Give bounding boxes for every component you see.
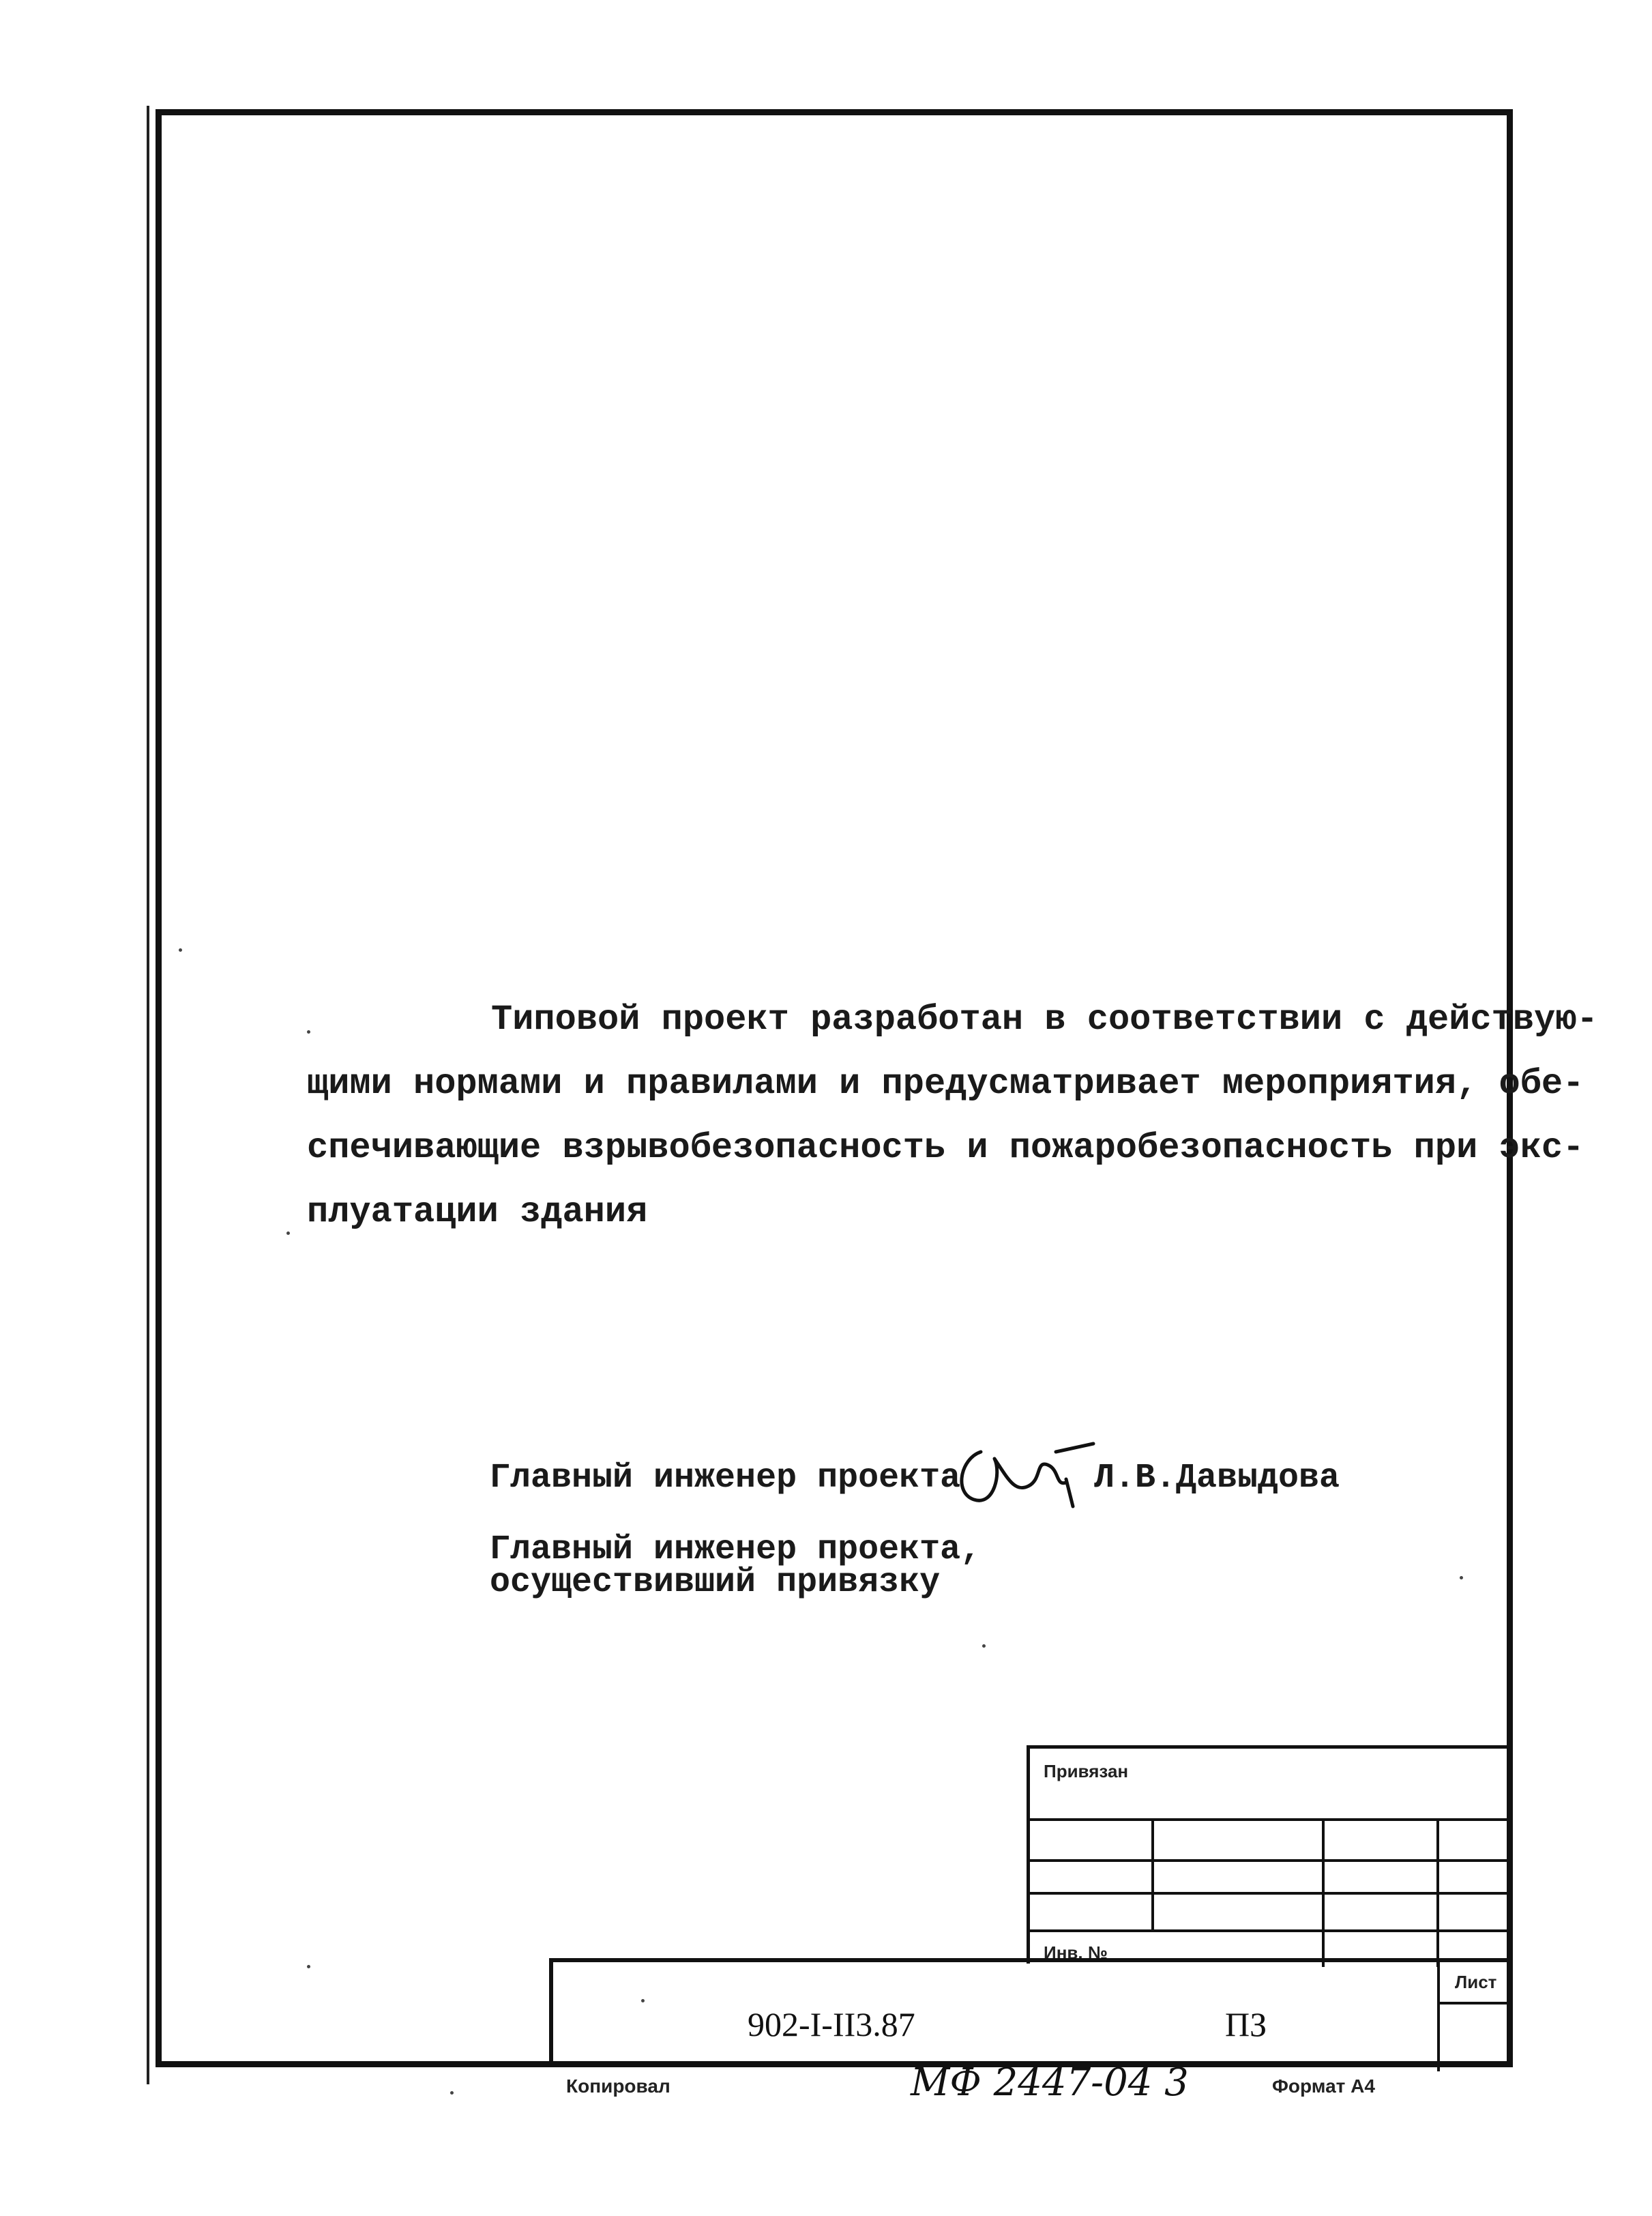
scan-speck [1460, 1576, 1463, 1579]
body-line: щими нормами и правилами и предусматривает мероприятия, обе- [307, 1064, 1584, 1104]
inventory-label: Инв. № [1044, 1942, 1108, 1963]
chief-engineer-label: Главный инженер проекта [490, 1459, 961, 1498]
scan-speck [307, 1030, 310, 1034]
body-line: плуатации здания [307, 1192, 648, 1232]
scan-speck [450, 2091, 454, 2095]
title-block [549, 1958, 1511, 2067]
table-rule [1437, 2002, 1512, 2004]
body-paragraph [307, 988, 1598, 1244]
table-rule [1436, 1818, 1439, 1967]
format-label: Формат А4 [1272, 2075, 1375, 2097]
sheet-label: Лист [1455, 1972, 1497, 1992]
binding-engineer-line: Главный инженер проекта, [490, 1530, 982, 1569]
document-section: ПЗ [1225, 2005, 1267, 2043]
scan-speck [641, 1999, 645, 2002]
binding-stamp-table [1027, 1745, 1511, 1964]
table-rule [1322, 1818, 1325, 1967]
scan-speck [179, 948, 182, 952]
sheet-left-edge [147, 106, 149, 2084]
binding-engineer-line: осуществивший привязку [490, 1563, 941, 1602]
handwritten-note: МФ 2447-04 3 [911, 2060, 1189, 2105]
binding-engineer-label [490, 1530, 982, 1602]
chief-engineer-name: Л.В.Давыдова [1094, 1459, 1340, 1498]
table-rule [1151, 1818, 1154, 1929]
scan-speck [286, 1231, 290, 1235]
table-rule [1437, 1962, 1440, 2071]
body-line: Типовой проект разработан в соответствии с действую- [491, 1000, 1598, 1040]
body-line: спечивающие взрывобезопасность и пожаробезопасность при экс- [307, 1128, 1584, 1168]
copied-label: Копировал [566, 2075, 670, 2097]
scan-speck [982, 1644, 986, 1648]
document-code: 902-I-II3.87 [748, 2005, 915, 2043]
attached-label: Привязан [1044, 1761, 1129, 1781]
scan-speck [307, 1965, 310, 1968]
handwritten-signature [954, 1431, 1097, 1513]
